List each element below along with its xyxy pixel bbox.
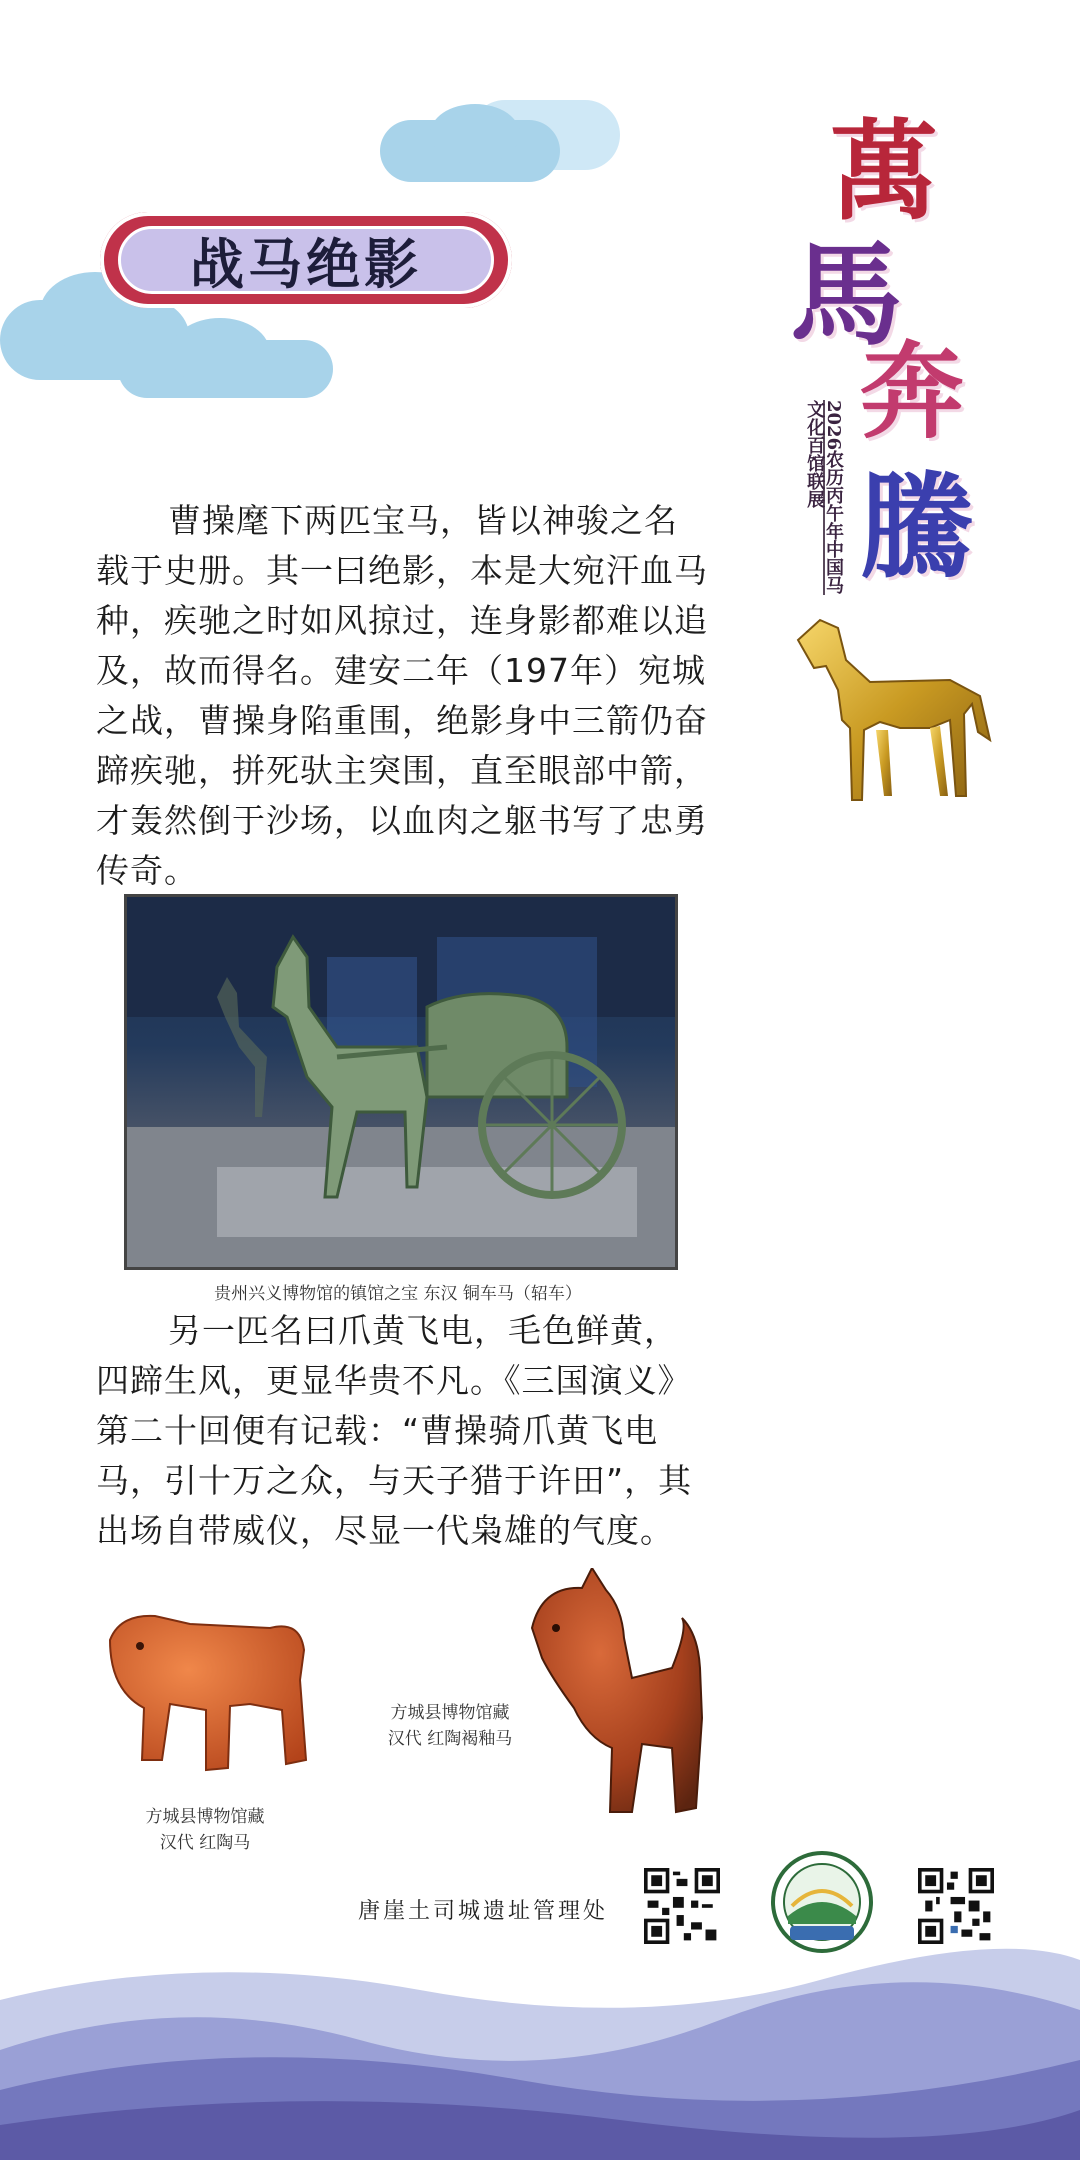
brand-char-teng: 騰 bbox=[860, 460, 975, 594]
brand-char-ma: 馬 bbox=[790, 230, 902, 361]
brown-glazed-pottery-horse-image bbox=[512, 1568, 712, 1828]
exhibition-subtitle: 2026农历丙午年中国马文化百馆联展 bbox=[804, 400, 844, 595]
artifact-1-caption-line1: 方城县博物馆藏 bbox=[145, 1807, 265, 1827]
page-title: 战马绝影 bbox=[190, 232, 422, 296]
bronze-chariot-photo bbox=[124, 894, 678, 1270]
photo-caption: 贵州兴义博物馆的镇馆之宝 东汉 铜车马（轺车） bbox=[214, 1284, 582, 1304]
title-plate bbox=[100, 212, 512, 308]
artifact-2-caption-line1: 方城县博物馆藏 bbox=[390, 1703, 510, 1723]
brand-char-ben: 奔 bbox=[860, 330, 965, 453]
paragraph-juying: 曹操麾下两匹宝马，皆以神骏之名载于史册。其一曰绝影，本是大宛汗血马种，疾驰之时如风掠过，连身影都难以追及，故而得名。建安二年（197年）宛城之战，曹操身陷重围，绝影身中三箭仍奋蹄疾驰，拼死驮主突围，直至眼部中箭，才轰然倒于沙场，以血肉之躯书写了忠勇传奇。 bbox=[96, 501, 708, 890]
organization-name: 唐崖土司城遗址管理处 bbox=[358, 1899, 609, 1924]
golden-horse-image bbox=[780, 610, 1000, 810]
qr-code-left[interactable] bbox=[644, 1868, 720, 1944]
artifact-2-caption-line2: 汉代 红陶褐釉马 bbox=[387, 1729, 513, 1749]
paragraph-zhuahuang: 另一匹名曰爪黄飞电，毛色鲜黄，四蹄生风，更显华贵不凡。《三国演义》第二十回便有记载：“曹操骑爪黄飞电马，引十万之众，与天子猎于许田”，其出场自带威仪，尽显一代枭雄的气度。 bbox=[96, 1311, 693, 1550]
museum-logo bbox=[770, 1850, 874, 1954]
bronze-chariot-illustration bbox=[127, 897, 675, 1267]
qr-code-right[interactable] bbox=[918, 1868, 994, 1944]
red-pottery-horse-image bbox=[100, 1600, 320, 1780]
brand-char-wan: 萬 bbox=[830, 109, 939, 235]
title-plate-inner bbox=[118, 226, 494, 294]
cloud-left-middle-puff bbox=[170, 318, 270, 388]
bottom-hills-decoration bbox=[0, 1940, 1080, 2160]
artifact-1-caption-line2: 汉代 红陶马 bbox=[159, 1833, 251, 1853]
cloud-top-right-puff bbox=[430, 104, 520, 164]
